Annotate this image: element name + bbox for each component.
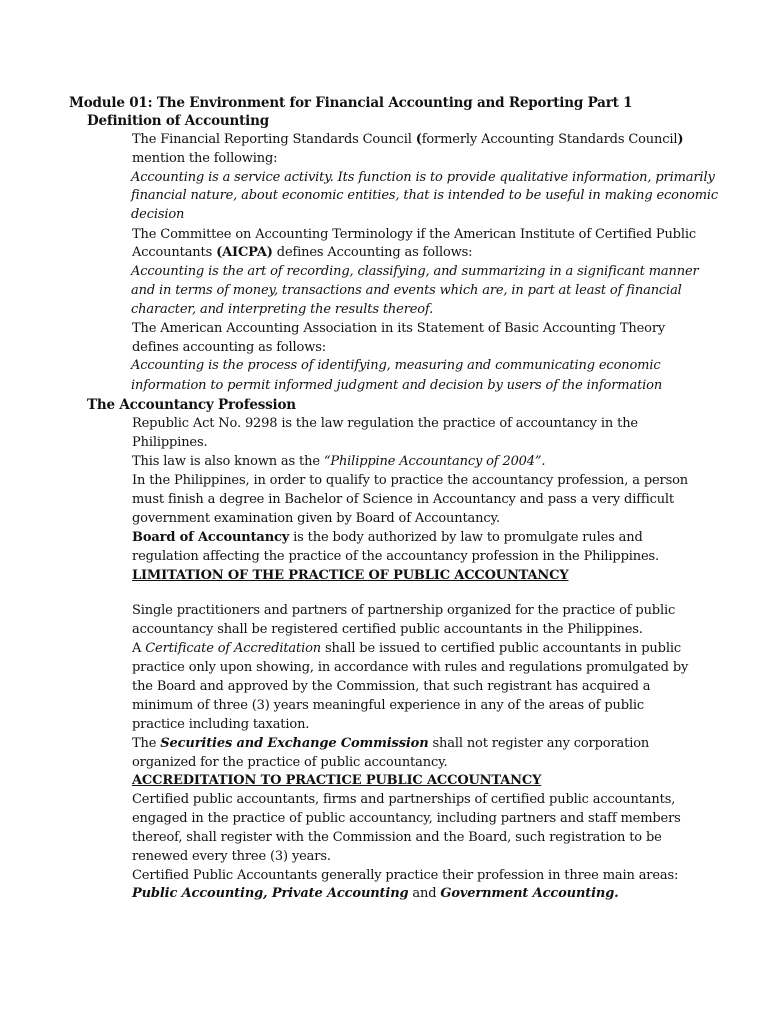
text-span: is the body authorized by law to promulgate rules and [289,530,643,545]
cpa-paragraph-line: Certified Public Accountants generally practice their profession in three main areas: [132,868,679,883]
single-paragraph-line: Single practitioners and partners of partnership organized for the practice of public [132,603,676,618]
qualify-paragraph-line: government examination given by Board of Accountancy. [132,511,500,526]
cert-paragraph-line: practice including taxation. [132,717,310,732]
cert-paragraph-line-1 [132,640,681,658]
board-paragraph-line-1 [132,529,643,547]
frsc-paragraph-line-2: mention the following: [132,151,278,166]
cat-quote-line: character, and interpreting the results thereof. [131,302,434,317]
cert-paragraph-line: minimum of three (3) years meaningful experience in any of the areas of public [132,698,645,713]
text-span: This law is also known as the [132,454,324,469]
aaa-paragraph-line: The American Accounting Association in its Statement of Basic Accounting Theory [132,321,666,336]
sec-paragraph-line-2: organized for the practice of public accountancy. [132,755,448,770]
cpa-paragraph-line: thereof, shall register with the Commission and the Board, such registration to be [132,830,662,845]
frsc-quote-line: financial nature, about economic entities, that is intended to be useful in making economic [131,188,719,203]
cpa-paragraph-line: engaged in the practice of public accountancy, including partners and staff members [132,811,681,826]
text-span: formerly Accounting Standards Council [421,132,678,147]
certificate-term: Certificate of Accreditation [145,641,321,656]
board-term: Board of Accountancy [132,530,290,545]
aaa-paragraph-line: defines accounting as follows: [132,340,326,355]
areas-term: Public Accounting, Private Accounting [132,886,409,901]
known-as-line [132,453,545,471]
cat-quote-line: and in terms of money, transactions and events which are, in part at least of financial [131,283,682,298]
ra-paragraph-line: Philippines. [132,435,208,450]
qualify-paragraph-line: must finish a degree in Bachelor of Science in Accountancy and pass a very difficult [132,492,675,507]
cert-paragraph-line: the Board and approved by the Commission, that such registrant has acquired a [132,679,651,694]
cpa-paragraph-line: Certified public accountants, firms and partnerships of certified public accountants, [132,792,676,807]
areas-line [132,885,619,903]
single-paragraph-line: accountancy shall be registered certified public accountants in the Philippines. [132,622,643,637]
cert-paragraph-line: practice only upon showing, in accordance with rules and regulations promulgated by [132,660,689,675]
heading-accreditation: ACCREDITATION TO PRACTICE PUBLIC ACCOUNTANCY [132,773,542,788]
sec-paragraph-line-1 [132,735,649,753]
text-span: and [408,886,441,901]
aaa-quote-line: information to permit informed judgment and decision by users of the information [131,378,663,393]
page-title: Module 01: The Environment for Financial Accounting and Reporting Part 1 [69,95,633,111]
cpa-paragraph-line: renewed every three (3) years. [132,849,331,864]
cat-quote-line: Accounting is the art of recording, classifying, and summarizing in a significant manner [131,264,699,279]
frsc-quote-line: Accounting is a service activity. Its function is to provide qualitative information, primarily [131,170,715,185]
act-title: “Philippine Accountancy of 2004”. [323,454,546,469]
aaa-quote-line: Accounting is the process of identifying, measuring and communicating economic [131,358,661,373]
cat-paragraph-line-1: The Committee on Accounting Terminology if the American Institute of Certified Public [132,227,696,242]
text-span: The Financial Reporting Standards Council [132,132,416,147]
text-span: shall be issued to certified public accountants in public [320,641,681,656]
heading-accountancy-profession: The Accountancy Profession [87,397,296,413]
text-span: Accountants [132,245,217,260]
heading-definition-of-accounting: Definition of Accounting [87,113,269,129]
text-span: The [132,736,161,751]
text-span: defines Accounting as follows: [272,245,473,260]
cat-paragraph-line-2 [132,244,472,262]
text-span: A [132,641,146,656]
text-span: ) [677,132,684,147]
board-paragraph-line-2: regulation affecting the practice of the accountancy profession in the Philippines. [132,549,660,564]
ra-paragraph-line: Republic Act No. 9298 is the law regulation the practice of accountancy in the [132,416,638,431]
text-span: ( [415,132,422,147]
heading-limitation: LIMITATION OF THE PRACTICE OF PUBLIC ACCOUNTANCY [132,568,569,583]
areas-term: Government Accounting. [440,886,619,901]
qualify-paragraph-line: In the Philippines, in order to qualify to practice the accountancy profession, a person [132,473,689,488]
sec-term: Securities and Exchange Commission [160,736,429,751]
frsc-quote-line: decision [131,207,185,222]
aicpa-abbrev: (AICPA) [216,245,273,260]
text-span: shall not register any corporation [428,736,650,751]
frsc-paragraph-line-1 [132,131,683,149]
